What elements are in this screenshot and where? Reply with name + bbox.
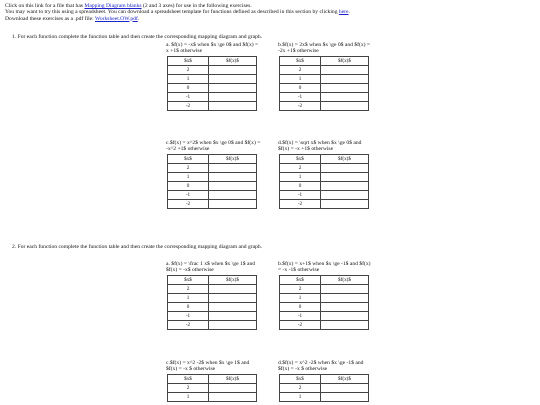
fx-answer-cell[interactable] bbox=[321, 75, 369, 84]
function-table bbox=[167, 374, 257, 402]
x-column-header: $x$ bbox=[168, 375, 209, 384]
x-value-cell: 2 bbox=[280, 384, 321, 393]
fx-answer-cell[interactable] bbox=[209, 303, 257, 312]
x-value-cell: -1 bbox=[168, 191, 209, 200]
x-column-header: $x$ bbox=[280, 57, 321, 66]
x-column-header: $x$ bbox=[280, 375, 321, 384]
table-header-row bbox=[280, 276, 369, 285]
table-row bbox=[280, 191, 369, 200]
x-column-header: $x$ bbox=[168, 57, 209, 66]
table-row bbox=[280, 182, 369, 191]
fx-answer-cell[interactable] bbox=[209, 102, 257, 111]
table-header-row bbox=[168, 375, 257, 384]
fx-answer-cell[interactable] bbox=[209, 294, 257, 303]
x-value-cell: 1 bbox=[280, 294, 321, 303]
spreadsheet-here-link[interactable]: here bbox=[338, 9, 349, 16]
section-2-heading: 2. For each function complete the function table and then create the corresponding mapping diagram and graph. bbox=[12, 244, 263, 250]
table-row bbox=[168, 321, 257, 330]
fx-answer-cell[interactable] bbox=[209, 384, 257, 393]
fx-column-header: $f(x)$ bbox=[321, 276, 369, 285]
intro-text: . bbox=[348, 9, 350, 16]
fx-answer-cell[interactable] bbox=[209, 75, 257, 84]
problem-2d bbox=[278, 360, 373, 402]
fx-column-header: $f(x)$ bbox=[209, 276, 257, 285]
x-value-cell: 1 bbox=[168, 393, 209, 402]
fx-answer-cell[interactable] bbox=[321, 93, 369, 102]
fx-column-header: $f(x)$ bbox=[209, 155, 257, 164]
table-row bbox=[168, 393, 257, 402]
fx-answer-cell[interactable] bbox=[321, 294, 369, 303]
problem-caption: a. $f(x) = \frac 1 x$ when $x \ge 1$ and $f(x) = -x$ otherwise bbox=[166, 261, 256, 274]
intro-text: You may want to try this using a spreadsheet. You can download a spreadsheet template for functions defined as described in this section by clicking bbox=[5, 9, 339, 16]
x-value-cell: 1 bbox=[168, 173, 209, 182]
function-table bbox=[279, 374, 369, 402]
table-row bbox=[280, 200, 369, 209]
intro-text: Click on this link for a file that has bbox=[5, 3, 85, 9]
table-row bbox=[280, 312, 369, 321]
fx-answer-cell[interactable] bbox=[209, 66, 257, 75]
x-value-cell: 1 bbox=[168, 294, 209, 303]
table-header-row bbox=[280, 375, 369, 384]
table-row bbox=[168, 191, 257, 200]
problem-2c bbox=[166, 360, 261, 402]
fx-answer-cell[interactable] bbox=[321, 84, 369, 93]
x-column-header: $x$ bbox=[280, 155, 321, 164]
fx-answer-cell[interactable] bbox=[209, 321, 257, 330]
problem-1b bbox=[278, 42, 373, 111]
x-value-cell: 1 bbox=[168, 75, 209, 84]
intro-text: . bbox=[137, 15, 140, 22]
function-table bbox=[279, 275, 369, 330]
x-value-cell: 2 bbox=[168, 384, 209, 393]
fx-answer-cell[interactable] bbox=[321, 285, 369, 294]
function-table bbox=[279, 56, 369, 111]
table-header-row bbox=[168, 276, 257, 285]
fx-answer-cell[interactable] bbox=[209, 182, 257, 191]
table-row bbox=[168, 294, 257, 303]
table-row bbox=[168, 182, 257, 191]
fx-answer-cell[interactable] bbox=[209, 84, 257, 93]
x-value-cell: 1 bbox=[280, 75, 321, 84]
problem-1d bbox=[278, 140, 373, 209]
fx-answer-cell[interactable] bbox=[321, 191, 369, 200]
fx-answer-cell[interactable] bbox=[321, 393, 369, 402]
table-row bbox=[168, 164, 257, 173]
fx-answer-cell[interactable] bbox=[321, 66, 369, 75]
fx-answer-cell[interactable] bbox=[321, 164, 369, 173]
table-row bbox=[280, 173, 369, 182]
x-value-cell: -2 bbox=[168, 200, 209, 209]
table-row bbox=[168, 303, 257, 312]
x-value-cell: 2 bbox=[280, 66, 321, 75]
table-row bbox=[168, 102, 257, 111]
table-row bbox=[168, 384, 257, 393]
problem-2a bbox=[166, 261, 261, 330]
table-row bbox=[280, 93, 369, 102]
table-row bbox=[168, 66, 257, 75]
table-row bbox=[280, 164, 369, 173]
x-value-cell: 2 bbox=[280, 164, 321, 173]
x-value-cell: -2 bbox=[280, 200, 321, 209]
fx-column-header: $f(x)$ bbox=[321, 57, 369, 66]
x-value-cell: 2 bbox=[168, 285, 209, 294]
fx-answer-cell[interactable] bbox=[321, 200, 369, 209]
fx-answer-cell[interactable] bbox=[209, 191, 257, 200]
fx-answer-cell[interactable] bbox=[321, 312, 369, 321]
problem-caption: b.$f(x) = 2x$ when $x \ge 0$ and $f(x) = -2x +1$ otherwise bbox=[278, 42, 371, 55]
x-value-cell: -2 bbox=[280, 321, 321, 330]
x-value-cell: -1 bbox=[168, 312, 209, 321]
fx-answer-cell[interactable] bbox=[321, 303, 369, 312]
table-row bbox=[280, 66, 369, 75]
x-column-header: $x$ bbox=[168, 155, 209, 164]
x-value-cell: 1 bbox=[280, 173, 321, 182]
problem-2b bbox=[278, 261, 373, 330]
problem-1a bbox=[166, 42, 261, 111]
intro-line-3 bbox=[5, 16, 535, 22]
function-table bbox=[279, 154, 369, 209]
intro bbox=[5, 3, 535, 22]
problem-caption: d.$f(x) = x^2 -2$ when $x \ge -1$ and $f(x) = -x $ otherwise bbox=[278, 360, 364, 373]
function-table bbox=[167, 275, 257, 330]
table-row bbox=[280, 303, 369, 312]
x-value-cell: -2 bbox=[280, 102, 321, 111]
x-value-cell: -2 bbox=[168, 321, 209, 330]
problem-caption: b.$f(x) = x+1$ when $x \ge -1$ and $f(x) = -x -1$ otherwise bbox=[278, 261, 371, 274]
table-row bbox=[168, 173, 257, 182]
table-row bbox=[168, 93, 257, 102]
function-table bbox=[167, 154, 257, 209]
x-value-cell: 2 bbox=[168, 164, 209, 173]
fx-answer-cell[interactable] bbox=[321, 321, 369, 330]
worksheet-pdf-link[interactable]: Worksheet.OW.pdf bbox=[95, 15, 138, 22]
x-value-cell: 0 bbox=[168, 84, 209, 93]
function-table bbox=[167, 56, 257, 111]
fx-answer-cell[interactable] bbox=[209, 93, 257, 102]
fx-answer-cell[interactable] bbox=[321, 384, 369, 393]
table-row bbox=[168, 75, 257, 84]
table-row bbox=[168, 84, 257, 93]
x-value-cell: 0 bbox=[280, 182, 321, 191]
intro-text: Download these exercises as a .pdf file: bbox=[5, 15, 95, 22]
x-value-cell: 0 bbox=[280, 84, 321, 93]
table-row bbox=[280, 285, 369, 294]
x-value-cell: 0 bbox=[168, 182, 209, 191]
fx-column-header: $f(x)$ bbox=[209, 375, 257, 384]
fx-answer-cell[interactable] bbox=[209, 164, 257, 173]
fx-answer-cell[interactable] bbox=[209, 312, 257, 321]
x-value-cell: -1 bbox=[280, 312, 321, 321]
table-row bbox=[280, 321, 369, 330]
problem-caption: c.$f(x) = x^2$ when $x \ge 0$ and $f(x) = -x^2 +1$ otherwise bbox=[166, 140, 261, 153]
table-row bbox=[280, 393, 369, 402]
mapping-diagram-blanks-link[interactable]: Mapping Diagram blanks bbox=[84, 3, 142, 9]
fx-column-header: $f(x)$ bbox=[321, 155, 369, 164]
table-row bbox=[168, 200, 257, 209]
table-header-row bbox=[280, 155, 369, 164]
x-column-header: $x$ bbox=[280, 276, 321, 285]
table-header-row bbox=[168, 57, 257, 66]
problem-caption: c.$f(x) = x^2 -2$ when $x \ge 1$ and $f(x) = -x $ otherwise bbox=[166, 360, 250, 373]
x-value-cell: -1 bbox=[280, 191, 321, 200]
x-value-cell: -1 bbox=[280, 93, 321, 102]
table-row bbox=[280, 84, 369, 93]
x-value-cell: 1 bbox=[280, 393, 321, 402]
x-value-cell: -1 bbox=[168, 93, 209, 102]
table-header-row bbox=[168, 155, 257, 164]
table-row bbox=[280, 102, 369, 111]
fx-answer-cell[interactable] bbox=[321, 173, 369, 182]
fx-answer-cell[interactable] bbox=[209, 285, 257, 294]
table-row bbox=[280, 384, 369, 393]
problem-caption: a. $f(x) = -x$ when $x \ge 0$ and $f(x) = x +1$ otherwise bbox=[166, 42, 259, 55]
fx-column-header: $f(x)$ bbox=[321, 375, 369, 384]
section-1-heading: 1. For each function complete the function table and then create the corresponding mapping diagram and graph. bbox=[12, 34, 263, 40]
problem-1c bbox=[166, 140, 261, 209]
fx-answer-cell[interactable] bbox=[321, 102, 369, 111]
fx-answer-cell[interactable] bbox=[209, 200, 257, 209]
fx-column-header: $f(x)$ bbox=[209, 57, 257, 66]
table-header-row bbox=[280, 57, 369, 66]
problem-caption: d.$f(x) = \sqrt x$ when $x \ge 0$ and $f(x) = -x +1$ otherwise bbox=[278, 140, 362, 153]
fx-answer-cell[interactable] bbox=[209, 173, 257, 182]
x-column-header: $x$ bbox=[168, 276, 209, 285]
table-row bbox=[168, 312, 257, 321]
x-value-cell: 0 bbox=[280, 303, 321, 312]
fx-answer-cell[interactable] bbox=[321, 182, 369, 191]
table-row bbox=[280, 75, 369, 84]
x-value-cell: -2 bbox=[168, 102, 209, 111]
intro-text: (2 and 3 axes) for use in the following exercises. bbox=[141, 3, 252, 9]
table-row bbox=[280, 294, 369, 303]
fx-answer-cell[interactable] bbox=[209, 393, 257, 402]
x-value-cell: 2 bbox=[168, 66, 209, 75]
x-value-cell: 0 bbox=[168, 303, 209, 312]
x-value-cell: 2 bbox=[280, 285, 321, 294]
table-row bbox=[168, 285, 257, 294]
